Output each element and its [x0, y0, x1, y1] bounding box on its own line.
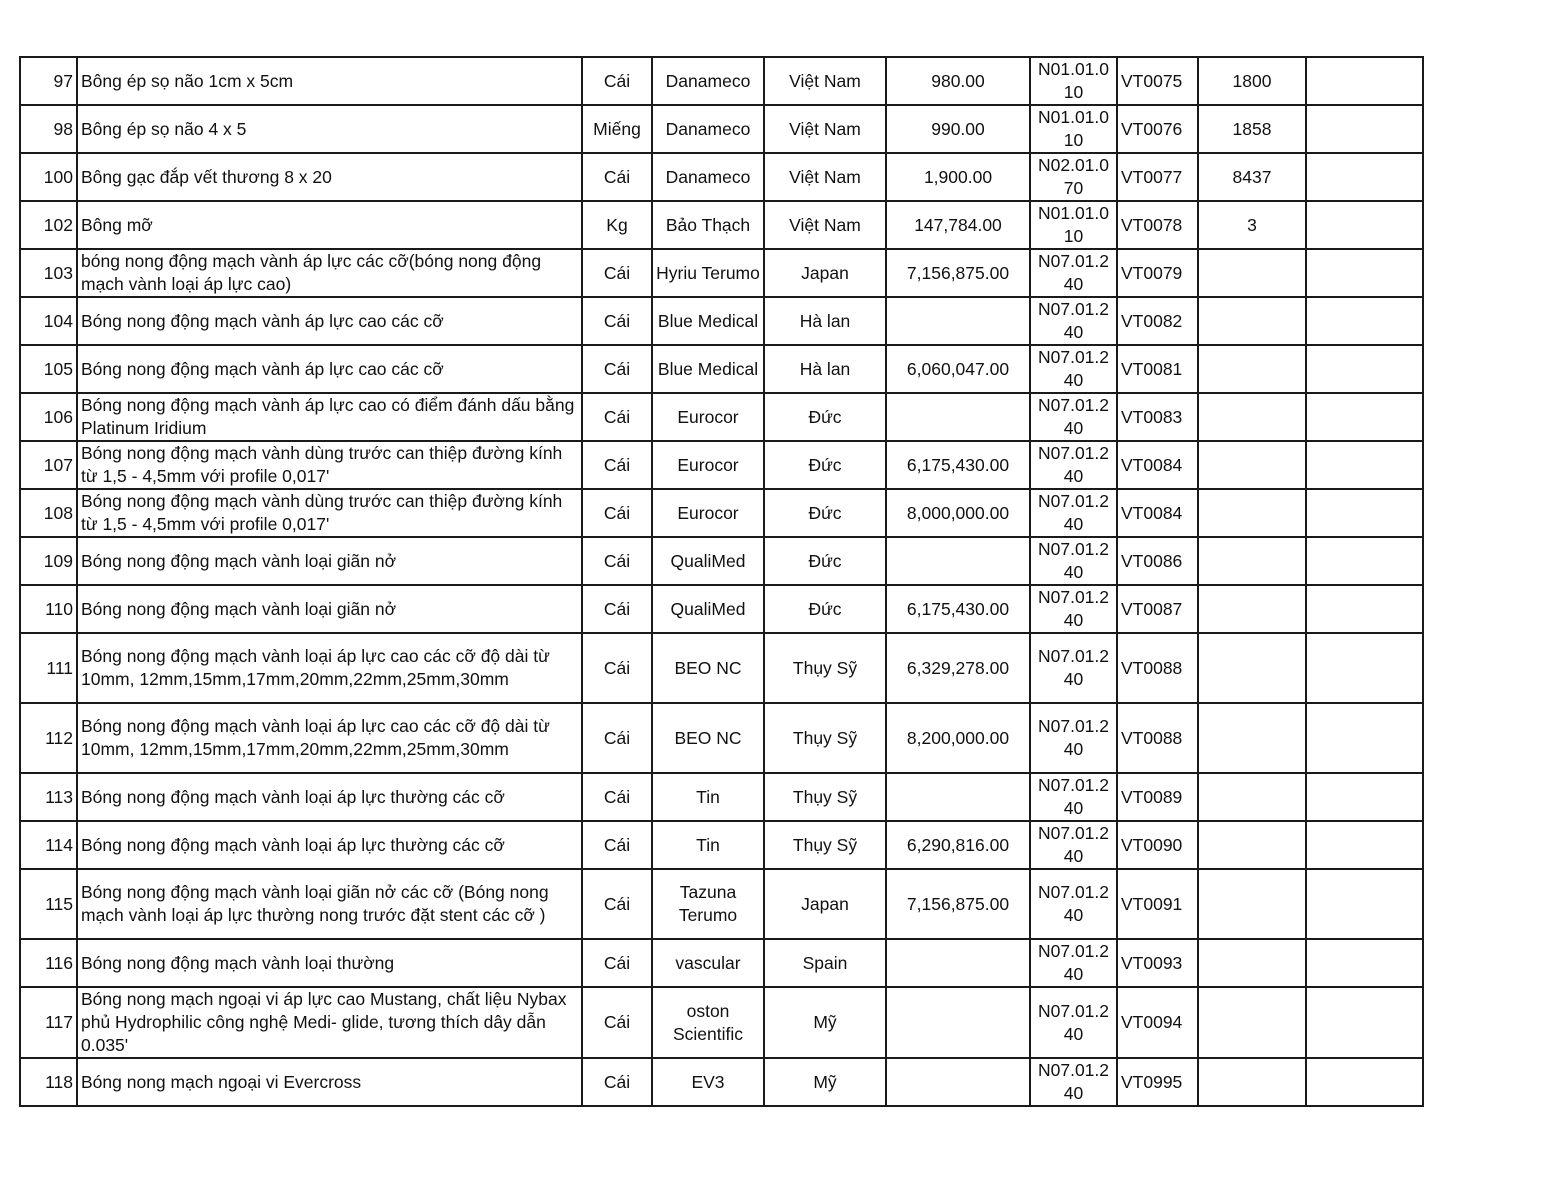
- note-cell: [1306, 105, 1423, 153]
- unit-cell: Kg: [582, 201, 652, 249]
- item-name-cell: Bóng nong mạch ngoại vi áp lực cao Mustang, chất liệu Nybax phủ Hydrophilic công nghệ Medi- glide, tương thích dây dẫn 0.035': [77, 987, 582, 1058]
- item-code-cell: VT0082: [1117, 297, 1198, 345]
- price-cell: [886, 939, 1030, 987]
- item-name-cell: Bông mỡ: [77, 201, 582, 249]
- group-code-cell: N01.01.010: [1030, 105, 1117, 153]
- row-number-cell: 109: [20, 537, 77, 585]
- price-cell: 6,175,430.00: [886, 441, 1030, 489]
- item-code-cell: VT0094: [1117, 987, 1198, 1058]
- unit-cell: Cái: [582, 585, 652, 633]
- table-row: [20, 1058, 1423, 1106]
- item-name-cell: Bóng nong động mạch vành áp lực cao các cỡ: [77, 345, 582, 393]
- row-number-cell: 111: [20, 633, 77, 703]
- row-number-cell: 110: [20, 585, 77, 633]
- brand-cell: BEO NC: [652, 633, 764, 703]
- group-code-cell: N07.01.240: [1030, 987, 1117, 1058]
- item-code-cell: VT0091: [1117, 869, 1198, 939]
- note-cell: [1306, 57, 1423, 105]
- item-code-cell: VT0089: [1117, 773, 1198, 821]
- unit-cell: Cái: [582, 939, 652, 987]
- item-code-cell: VT0077: [1117, 153, 1198, 201]
- origin-cell: Đức: [764, 441, 886, 489]
- brand-cell: vascular: [652, 939, 764, 987]
- quantity-cell: 1800: [1198, 57, 1306, 105]
- item-name-cell: Bông ép sọ não 1cm x 5cm: [77, 57, 582, 105]
- unit-cell: Cái: [582, 393, 652, 441]
- item-code-cell: VT0090: [1117, 821, 1198, 869]
- quantity-cell: 3: [1198, 201, 1306, 249]
- group-code-cell: N07.01.240: [1030, 489, 1117, 537]
- group-code-cell: N07.01.240: [1030, 939, 1117, 987]
- note-cell: [1306, 345, 1423, 393]
- brand-cell: Eurocor: [652, 489, 764, 537]
- note-cell: [1306, 703, 1423, 773]
- item-code-cell: VT0087: [1117, 585, 1198, 633]
- table-row: [20, 633, 1423, 703]
- quantity-cell: [1198, 441, 1306, 489]
- brand-cell: BEO NC: [652, 703, 764, 773]
- unit-cell: Cái: [582, 153, 652, 201]
- unit-cell: Cái: [582, 537, 652, 585]
- item-code-cell: VT0084: [1117, 441, 1198, 489]
- origin-cell: Việt Nam: [764, 153, 886, 201]
- quantity-cell: [1198, 297, 1306, 345]
- unit-cell: Cái: [582, 633, 652, 703]
- table-row: [20, 105, 1423, 153]
- note-cell: [1306, 633, 1423, 703]
- brand-cell: Danameco: [652, 153, 764, 201]
- price-cell: 7,156,875.00: [886, 869, 1030, 939]
- table-row: [20, 489, 1423, 537]
- item-name-cell: Bóng nong động mạch vành loại giãn nở: [77, 585, 582, 633]
- row-number-cell: 108: [20, 489, 77, 537]
- table-row: [20, 773, 1423, 821]
- origin-cell: Thụy Sỹ: [764, 703, 886, 773]
- origin-cell: Hà lan: [764, 297, 886, 345]
- origin-cell: Japan: [764, 249, 886, 297]
- group-code-cell: N07.01.240: [1030, 345, 1117, 393]
- origin-cell: Việt Nam: [764, 105, 886, 153]
- origin-cell: Hà lan: [764, 345, 886, 393]
- quantity-cell: [1198, 537, 1306, 585]
- quantity-cell: [1198, 489, 1306, 537]
- item-code-cell: VT0083: [1117, 393, 1198, 441]
- quantity-cell: [1198, 821, 1306, 869]
- item-name-cell: bóng nong động mạch vành áp lực các cỡ(bóng nong động mạch vành loại áp lực cao): [77, 249, 582, 297]
- note-cell: [1306, 987, 1423, 1058]
- item-code-cell: VT0078: [1117, 201, 1198, 249]
- row-number-cell: 115: [20, 869, 77, 939]
- row-number-cell: 102: [20, 201, 77, 249]
- item-name-cell: Bóng nong động mạch vành dùng trước can thiệp đường kính từ 1,5 - 4,5mm với profile 0,017': [77, 441, 582, 489]
- price-cell: 6,290,816.00: [886, 821, 1030, 869]
- origin-cell: Việt Nam: [764, 57, 886, 105]
- brand-cell: Blue Medical: [652, 345, 764, 393]
- unit-cell: Cái: [582, 489, 652, 537]
- quantity-cell: [1198, 987, 1306, 1058]
- table-row: [20, 939, 1423, 987]
- item-name-cell: Bóng nong động mạch vành loại áp lực thường các cỡ: [77, 773, 582, 821]
- table-body: [20, 57, 1423, 1106]
- unit-cell: Cái: [582, 441, 652, 489]
- item-code-cell: VT0075: [1117, 57, 1198, 105]
- group-code-cell: N07.01.240: [1030, 393, 1117, 441]
- quantity-cell: 8437: [1198, 153, 1306, 201]
- table-row: [20, 585, 1423, 633]
- row-number-cell: 114: [20, 821, 77, 869]
- row-number-cell: 104: [20, 297, 77, 345]
- unit-cell: Miếng: [582, 105, 652, 153]
- item-name-cell: Bóng nong động mạch vành loại áp lực thường các cỡ: [77, 821, 582, 869]
- note-cell: [1306, 1058, 1423, 1106]
- item-name-cell: Bông gạc đắp vết thương 8 x 20: [77, 153, 582, 201]
- brand-cell: Eurocor: [652, 393, 764, 441]
- origin-cell: Đức: [764, 393, 886, 441]
- row-number-cell: 97: [20, 57, 77, 105]
- row-number-cell: 100: [20, 153, 77, 201]
- note-cell: [1306, 585, 1423, 633]
- item-name-cell: Bóng nong động mạch vành loại áp lực cao các cỡ độ dài từ 10mm, 12mm,15mm,17mm,20mm,22mm,25mm,30mm: [77, 703, 582, 773]
- quantity-cell: 1858: [1198, 105, 1306, 153]
- item-name-cell: Bóng nong động mạch vành dùng trước can thiệp đường kính từ 1,5 - 4,5mm với profile 0,017': [77, 489, 582, 537]
- price-cell: 147,784.00: [886, 201, 1030, 249]
- item-name-cell: Bông ép sọ não 4 x 5: [77, 105, 582, 153]
- unit-cell: Cái: [582, 821, 652, 869]
- brand-cell: Hyriu Terumo: [652, 249, 764, 297]
- table-row: [20, 57, 1423, 105]
- note-cell: [1306, 441, 1423, 489]
- price-cell: [886, 773, 1030, 821]
- item-name-cell: Bóng nong mạch ngoại vi Evercross: [77, 1058, 582, 1106]
- brand-cell: Danameco: [652, 105, 764, 153]
- note-cell: [1306, 869, 1423, 939]
- table-row: [20, 393, 1423, 441]
- quantity-cell: [1198, 345, 1306, 393]
- group-code-cell: N01.01.010: [1030, 57, 1117, 105]
- note-cell: [1306, 821, 1423, 869]
- group-code-cell: N07.01.240: [1030, 821, 1117, 869]
- group-code-cell: N07.01.240: [1030, 633, 1117, 703]
- brand-cell: Blue Medical: [652, 297, 764, 345]
- table-row: [20, 537, 1423, 585]
- unit-cell: Cái: [582, 57, 652, 105]
- note-cell: [1306, 537, 1423, 585]
- origin-cell: Thụy Sỹ: [764, 821, 886, 869]
- item-code-cell: VT0088: [1117, 633, 1198, 703]
- note-cell: [1306, 939, 1423, 987]
- brand-cell: Eurocor: [652, 441, 764, 489]
- item-code-cell: VT0081: [1117, 345, 1198, 393]
- origin-cell: Mỹ: [764, 987, 886, 1058]
- table-row: [20, 345, 1423, 393]
- row-number-cell: 98: [20, 105, 77, 153]
- item-code-cell: VT0084: [1117, 489, 1198, 537]
- quantity-cell: [1198, 249, 1306, 297]
- origin-cell: Đức: [764, 489, 886, 537]
- unit-cell: Cái: [582, 1058, 652, 1106]
- unit-cell: Cái: [582, 249, 652, 297]
- row-number-cell: 107: [20, 441, 77, 489]
- group-code-cell: N07.01.240: [1030, 585, 1117, 633]
- table-row: [20, 869, 1423, 939]
- item-code-cell: VT0088: [1117, 703, 1198, 773]
- quantity-cell: [1198, 1058, 1306, 1106]
- table-row: [20, 703, 1423, 773]
- brand-cell: QualiMed: [652, 585, 764, 633]
- group-code-cell: N07.01.240: [1030, 869, 1117, 939]
- group-code-cell: N02.01.070: [1030, 153, 1117, 201]
- item-name-cell: Bóng nong động mạch vành loại giãn nở các cỡ (Bóng nong mạch vành loại áp lực thường nong trước đặt stent các cỡ ): [77, 869, 582, 939]
- item-code-cell: VT0076: [1117, 105, 1198, 153]
- price-cell: [886, 297, 1030, 345]
- item-code-cell: VT0086: [1117, 537, 1198, 585]
- brand-cell: Tazuna Terumo: [652, 869, 764, 939]
- group-code-cell: N01.01.010: [1030, 201, 1117, 249]
- unit-cell: Cái: [582, 869, 652, 939]
- item-code-cell: VT0093: [1117, 939, 1198, 987]
- group-code-cell: N07.01.240: [1030, 703, 1117, 773]
- quantity-cell: [1198, 585, 1306, 633]
- row-number-cell: 118: [20, 1058, 77, 1106]
- price-cell: 6,060,047.00: [886, 345, 1030, 393]
- price-cell: 990.00: [886, 105, 1030, 153]
- group-code-cell: N07.01.240: [1030, 297, 1117, 345]
- origin-cell: Thụy Sỹ: [764, 633, 886, 703]
- unit-cell: Cái: [582, 987, 652, 1058]
- quantity-cell: [1198, 393, 1306, 441]
- group-code-cell: N07.01.240: [1030, 537, 1117, 585]
- brand-cell: oston Scientific: [652, 987, 764, 1058]
- group-code-cell: N07.01.240: [1030, 441, 1117, 489]
- price-cell: 6,175,430.00: [886, 585, 1030, 633]
- brand-cell: QualiMed: [652, 537, 764, 585]
- price-cell: 6,329,278.00: [886, 633, 1030, 703]
- quantity-cell: [1198, 939, 1306, 987]
- row-number-cell: 112: [20, 703, 77, 773]
- origin-cell: Đức: [764, 585, 886, 633]
- table-row: [20, 249, 1423, 297]
- group-code-cell: N07.01.240: [1030, 1058, 1117, 1106]
- row-number-cell: 103: [20, 249, 77, 297]
- item-name-cell: Bóng nong động mạch vành loại giãn nở: [77, 537, 582, 585]
- unit-cell: Cái: [582, 345, 652, 393]
- item-name-cell: Bóng nong động mạch vành loại áp lực cao các cỡ độ dài từ 10mm, 12mm,15mm,17mm,20mm,22mm,25mm,30mm: [77, 633, 582, 703]
- unit-cell: Cái: [582, 703, 652, 773]
- origin-cell: Japan: [764, 869, 886, 939]
- brand-cell: Tin: [652, 773, 764, 821]
- price-cell: 8,000,000.00: [886, 489, 1030, 537]
- origin-cell: Thụy Sỹ: [764, 773, 886, 821]
- row-number-cell: 106: [20, 393, 77, 441]
- table-row: [20, 821, 1423, 869]
- quantity-cell: [1198, 703, 1306, 773]
- table-row: [20, 297, 1423, 345]
- origin-cell: Spain: [764, 939, 886, 987]
- note-cell: [1306, 489, 1423, 537]
- origin-cell: Đức: [764, 537, 886, 585]
- row-number-cell: 117: [20, 987, 77, 1058]
- brand-cell: EV3: [652, 1058, 764, 1106]
- supplies-table: [19, 56, 1424, 1107]
- brand-cell: Tin: [652, 821, 764, 869]
- item-name-cell: Bóng nong động mạch vành áp lực cao các cỡ: [77, 297, 582, 345]
- note-cell: [1306, 393, 1423, 441]
- item-name-cell: Bóng nong động mạch vành áp lực cao có điểm đánh dấu bằng Platinum Iridium: [77, 393, 582, 441]
- price-cell: 8,200,000.00: [886, 703, 1030, 773]
- note-cell: [1306, 249, 1423, 297]
- group-code-cell: N07.01.240: [1030, 773, 1117, 821]
- unit-cell: Cái: [582, 773, 652, 821]
- note-cell: [1306, 153, 1423, 201]
- item-code-cell: VT0995: [1117, 1058, 1198, 1106]
- origin-cell: Việt Nam: [764, 201, 886, 249]
- row-number-cell: 113: [20, 773, 77, 821]
- table-row: [20, 987, 1423, 1058]
- price-cell: [886, 987, 1030, 1058]
- note-cell: [1306, 297, 1423, 345]
- price-cell: [886, 1058, 1030, 1106]
- price-cell: 7,156,875.00: [886, 249, 1030, 297]
- origin-cell: Mỹ: [764, 1058, 886, 1106]
- note-cell: [1306, 201, 1423, 249]
- price-cell: 980.00: [886, 57, 1030, 105]
- table-row: [20, 441, 1423, 489]
- group-code-cell: N07.01.240: [1030, 249, 1117, 297]
- price-cell: [886, 393, 1030, 441]
- row-number-cell: 116: [20, 939, 77, 987]
- brand-cell: Danameco: [652, 57, 764, 105]
- row-number-cell: 105: [20, 345, 77, 393]
- brand-cell: Bảo Thạch: [652, 201, 764, 249]
- unit-cell: Cái: [582, 297, 652, 345]
- table-row: [20, 201, 1423, 249]
- price-cell: [886, 537, 1030, 585]
- quantity-cell: [1198, 633, 1306, 703]
- table-row: [20, 153, 1423, 201]
- item-code-cell: VT0079: [1117, 249, 1198, 297]
- quantity-cell: [1198, 869, 1306, 939]
- item-name-cell: Bóng nong động mạch vành loại thường: [77, 939, 582, 987]
- price-cell: 1,900.00: [886, 153, 1030, 201]
- quantity-cell: [1198, 773, 1306, 821]
- note-cell: [1306, 773, 1423, 821]
